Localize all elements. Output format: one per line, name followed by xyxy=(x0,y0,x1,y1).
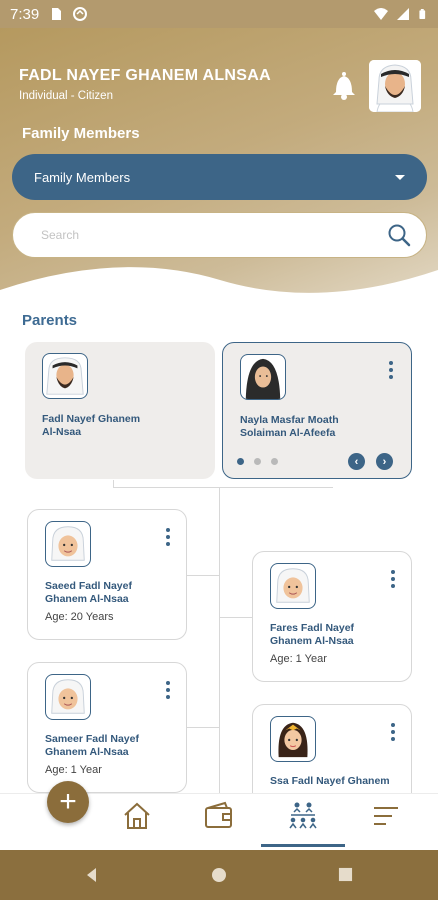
parents-title: Parents xyxy=(22,312,78,329)
woman-avatar-icon xyxy=(241,355,285,399)
dropdown-selected-value: Family Members xyxy=(34,169,131,185)
search-input[interactable] xyxy=(41,228,361,242)
battery-icon xyxy=(418,7,428,21)
parent-name-line2: Solaiman Al-Afeefa xyxy=(240,427,336,439)
more-options-icon[interactable] xyxy=(387,361,395,383)
child-name-line2: Ghanem Al-Nsaa xyxy=(45,593,129,605)
caret-down-icon xyxy=(395,175,405,180)
parent-name-line1: Fadl Nayef Ghanem xyxy=(42,413,141,425)
page-dot[interactable] xyxy=(237,458,244,465)
home-button-icon[interactable] xyxy=(211,867,227,883)
sd-card-icon xyxy=(49,7,63,21)
status-time: 7:39 xyxy=(10,5,40,23)
child-card[interactable] xyxy=(252,551,412,682)
child-card[interactable] xyxy=(27,509,187,640)
child-name-line1: Ssa Fadl Nayef Ghanem xyxy=(270,775,390,787)
mother-avatar xyxy=(240,354,286,400)
chevron-left-icon[interactable]: ‹ xyxy=(348,453,365,470)
child-name-line1: Saeed Fadl Nayef xyxy=(45,580,132,592)
child-name-line2: Ghanem Al-Nsaa xyxy=(45,746,129,758)
sync-icon xyxy=(73,7,87,21)
child-name-line1: Fares Fadl Nayef xyxy=(270,622,355,634)
section-title: Family Members xyxy=(22,125,140,142)
child-avatar xyxy=(270,716,316,762)
child-name-line2: Ghanem Al-Nsaa xyxy=(270,635,354,647)
child-card[interactable] xyxy=(27,662,187,793)
search-bar[interactable] xyxy=(12,212,427,258)
child-name-line1: Sameer Fadl Nayef xyxy=(45,733,139,745)
child-age: Age: 1 Year xyxy=(270,653,327,665)
system-navigation-bar xyxy=(0,850,438,900)
parent-card[interactable] xyxy=(25,342,215,479)
status-bar xyxy=(0,0,438,28)
family-members-dropdown[interactable] xyxy=(12,154,427,200)
boy-avatar-icon xyxy=(46,675,90,719)
more-options-icon[interactable] xyxy=(389,570,397,592)
child-name xyxy=(270,622,354,648)
man-avatar-icon xyxy=(43,354,87,398)
family-tree-icon[interactable] xyxy=(287,800,319,832)
child-name xyxy=(45,580,132,606)
search-icon[interactable] xyxy=(386,222,412,248)
bell-icon[interactable] xyxy=(330,70,358,100)
tree-line xyxy=(113,487,333,488)
add-member-button[interactable]: + xyxy=(47,781,89,823)
tree-line xyxy=(220,617,253,618)
page-dot[interactable] xyxy=(254,458,261,465)
page-dot[interactable] xyxy=(271,458,278,465)
more-options-icon[interactable] xyxy=(164,681,172,703)
tree-line xyxy=(187,575,220,576)
wallet-icon[interactable] xyxy=(203,800,235,832)
user-type: Individual - Citizen xyxy=(19,90,113,102)
father-avatar xyxy=(42,353,88,399)
child-age: Age: 1 Year xyxy=(45,764,102,776)
recents-icon[interactable] xyxy=(338,867,353,882)
parent-name xyxy=(240,414,339,440)
user-avatar[interactable] xyxy=(369,60,421,112)
back-icon[interactable] xyxy=(84,867,100,883)
more-options-icon[interactable] xyxy=(389,723,397,745)
parent-card[interactable] xyxy=(222,342,412,479)
home-icon[interactable] xyxy=(121,800,153,832)
tree-line xyxy=(187,727,220,728)
child-name xyxy=(45,733,139,759)
parent-name-line2: Al-Nsaa xyxy=(42,426,82,438)
man-avatar-icon xyxy=(369,60,421,112)
boy-avatar-icon xyxy=(46,522,90,566)
parent-name xyxy=(42,413,140,439)
child-name xyxy=(270,775,390,788)
child-age: Age: 20 Years xyxy=(45,611,114,623)
signal-icon xyxy=(396,7,410,21)
wifi-icon xyxy=(374,7,388,21)
chevron-right-icon[interactable]: › xyxy=(376,453,393,470)
child-avatar xyxy=(45,674,91,720)
menu-icon[interactable] xyxy=(370,800,402,832)
pagination-dots xyxy=(237,458,278,465)
parent-name-line1: Nayla Masfar Moath xyxy=(240,414,339,426)
more-options-icon[interactable] xyxy=(164,528,172,550)
girl-avatar-icon xyxy=(271,717,315,761)
child-avatar xyxy=(270,563,316,609)
user-name: FADL NAYEF GHANEM ALNSAA xyxy=(19,67,271,84)
boy-avatar-icon xyxy=(271,564,315,608)
active-tab-indicator xyxy=(261,844,345,847)
child-avatar xyxy=(45,521,91,567)
tree-line xyxy=(219,487,220,797)
